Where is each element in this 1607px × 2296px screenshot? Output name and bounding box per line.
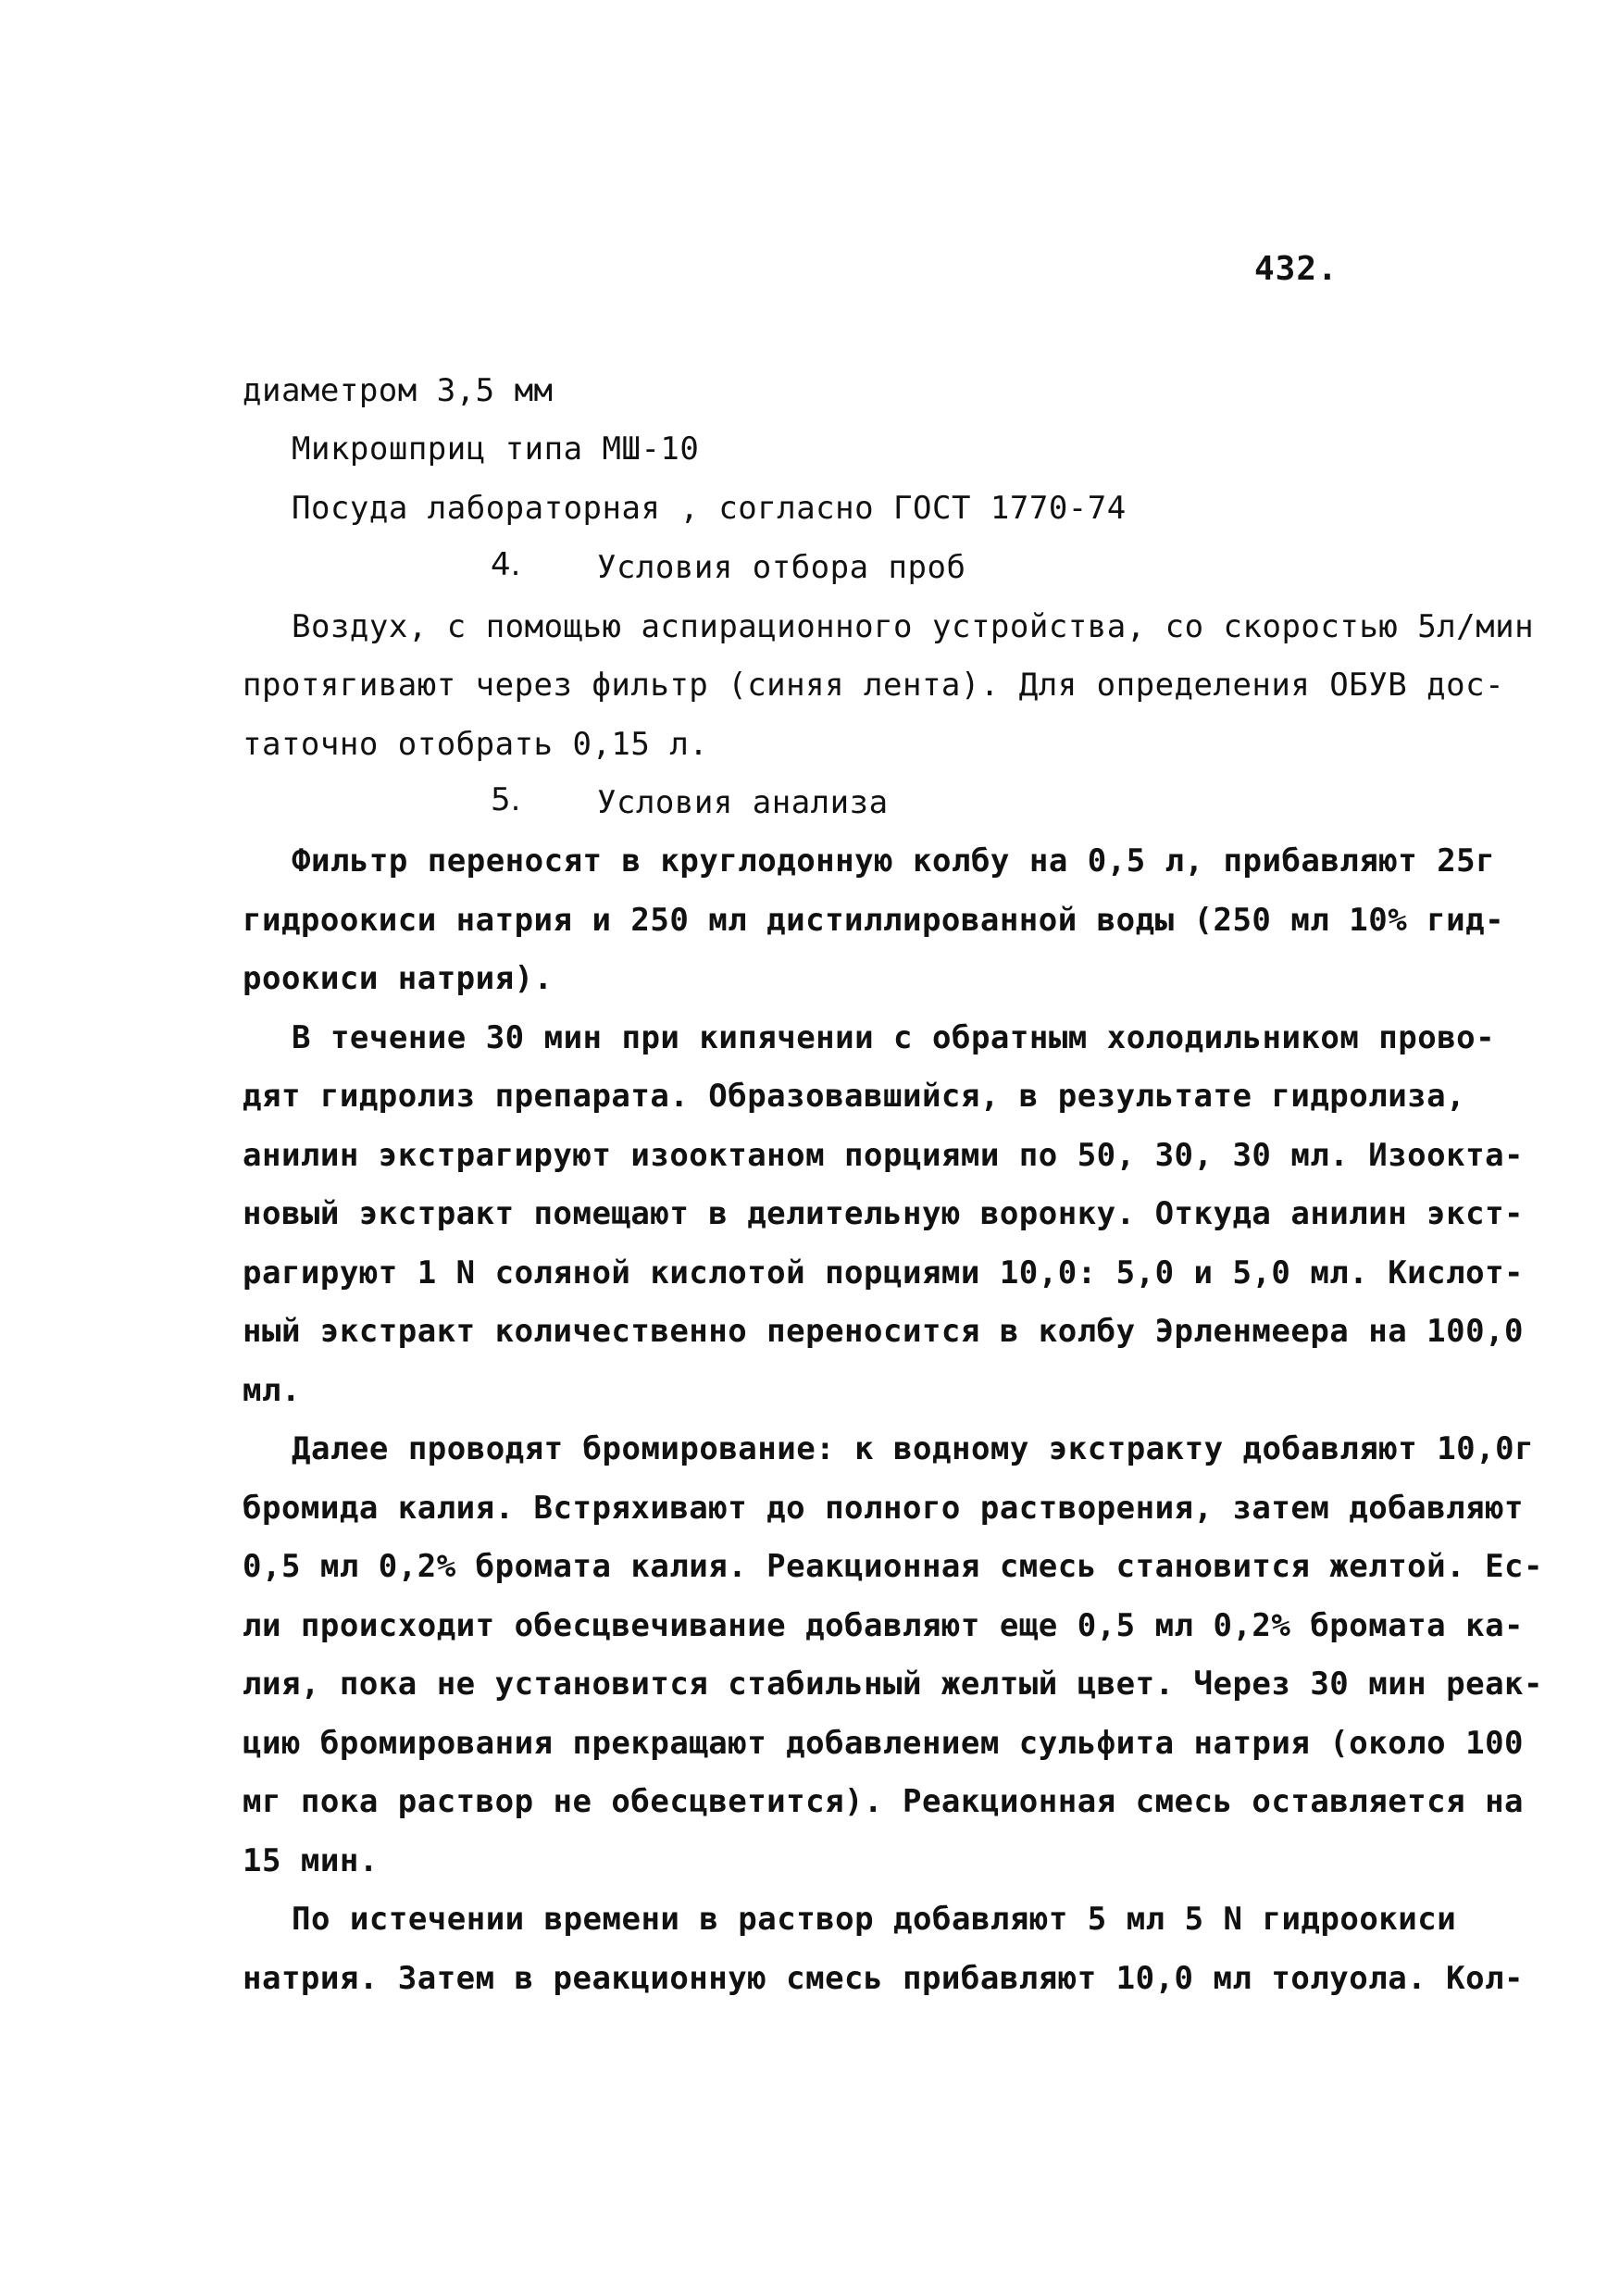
text-line: диаметром 3,5 мм — [243, 372, 554, 409]
text-line: гидроокиси натрия и 250 мл дистиллированной воды (250 мл 10% гид- — [243, 902, 1505, 939]
text-line: роокиси натрия). — [243, 960, 554, 997]
text-line: Посуда лабораторная , согласно ГОСТ 1770-74 — [292, 490, 1127, 527]
text-line: В течение 30 мин при кипячении с обратным холодильником прово- — [292, 1019, 1496, 1056]
page-number: 432. — [1254, 250, 1339, 288]
text-line: мл. — [243, 1372, 301, 1409]
text-line: анилин экстрагируют изооктаном порциями по 50, 30, 30 мл. Изоокта- — [243, 1137, 1525, 1174]
text-line: мг пока раствор не обесцветится). Реакционная смесь оставляется на — [243, 1783, 1525, 1820]
text-line: дят гидролиз препарата. Образовавшийся, в результате гидролиза, — [243, 1078, 1466, 1115]
text-line: рагируют 1 N соляной кислотой порциями 10,0: 5,0 и 5,0 мл. Кислот- — [243, 1254, 1525, 1292]
text-line: таточно отобрать 0,15 л. — [243, 726, 709, 763]
text-line: Микрошприц типа МШ-10 — [292, 430, 700, 468]
section-number: 4. — [491, 546, 521, 583]
text-line: Фильтр переносят в круглодонную колбу на 0,5 л, прибавляют 25г — [292, 842, 1496, 880]
text-line: По истечении времени в раствор добавляют 5 мл 5 N гидроокиси — [292, 1901, 1457, 1938]
section-heading: Условия анализа — [597, 784, 889, 821]
text-line: 0,5 мл 0,2% бромата калия. Реакционная смесь становится желтой. Ес- — [243, 1548, 1543, 1585]
text-line: Воздух, с помощью аспирационного устройства, со скоростью 5л/мин — [292, 608, 1535, 645]
text-line: бромида калия. Встряхивают до полного растворения, затем добавляют — [243, 1490, 1525, 1527]
text-line: лия, пока не установится стабильный желтый цвет. Через 30 мин реак- — [243, 1666, 1543, 1703]
text-line: ный экстракт количественно переносится в колбу Эрленмеера на 100,0 — [243, 1313, 1525, 1350]
text-line: цию бромирования прекращают добавлением сульфита натрия (около 100 — [243, 1725, 1525, 1762]
text-line: ли происходит обесцвечивание добавляют еще 0,5 мл 0,2% бромата ка- — [243, 1607, 1525, 1644]
text-line: натрия. Затем в реакционную смесь прибавляют 10,0 мл толуола. Кол- — [243, 1960, 1525, 1997]
text-line: новый экстракт помещают в делительную воронку. Откуда анилин экст- — [243, 1195, 1525, 1232]
text-line: Далее проводят бромирование: к водному экстракту добавляют 10,0г — [292, 1430, 1535, 1467]
text-line: 15 мин. — [243, 1842, 379, 1879]
section-heading: Условия отбора проб — [597, 549, 966, 586]
section-number: 5. — [491, 781, 521, 818]
text-line: протягивают через фильтр (синяя лента). Для определения ОБУВ дос- — [243, 667, 1505, 704]
